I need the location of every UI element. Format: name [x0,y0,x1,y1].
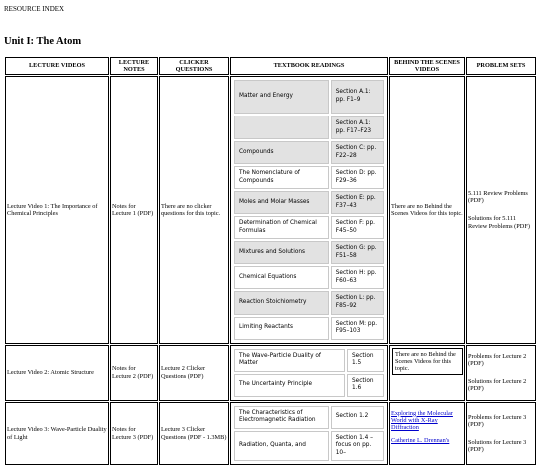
lecture-video-cell [5,402,109,466]
problem-set-link[interactable]: 5.111 Review Problems (PDF) [468,189,528,205]
lecture-notes-cell [110,345,158,401]
reading-title: Determination of Chemical Formulas [234,216,329,239]
clicker-cell [159,345,229,401]
reading-title: Matter and Energy [234,80,329,114]
solution-link[interactable]: Solutions for 5.111 Review Problems (PDF) [468,215,530,230]
clicker-cell [159,76,229,344]
header-clicker-questions: CLICKER QUESTIONS [159,57,229,75]
reading-row [234,374,384,397]
table-row [5,402,536,466]
bts-cell [389,402,465,466]
lecture-video-cell [5,76,109,344]
lecture-notes-link[interactable]: Notes for Lecture 3 (PDF) [112,426,154,441]
reading-section: Section 1.6 [347,374,384,397]
lecture-notes-cell [110,76,158,344]
lecture-video-link[interactable]: Lecture Video 2: Atomic Structure [7,369,94,376]
lecture-video-cell [5,345,109,401]
reading-title: Mixtures and Solutions [234,241,329,264]
unit-title: Unit I: The Atom [4,36,82,47]
reading-row [234,166,384,189]
reading-row [234,191,384,214]
reading-row [234,431,384,462]
reading-section: Section 1.4 – focus on pp. 10– [331,431,384,462]
reading-title: Reaction Stoichiometry [234,291,329,314]
bts-text: There are no Behind the Scenes Videos for this topic. [391,202,463,217]
reading-section: Section M: pp. F95–103 [331,317,384,340]
readings-table [232,347,386,399]
reading-section: Section 1.5 [347,349,384,372]
lecture-notes-cell [110,402,158,466]
readings-cell [230,345,388,401]
clicker-link[interactable]: Lecture 3 Clicker Questions (PDF - 1.3MB) [161,426,227,441]
reading-row [234,216,384,239]
bts-link[interactable]: Catherine L. Drennan's [391,437,450,445]
readings-table [232,404,386,464]
bts-link[interactable]: Exploring the Molecular World with X-Ray Diffraction [391,409,453,432]
reading-title: The Nomenclature of Compounds [234,166,329,189]
problem-sets-cell [466,345,536,401]
problem-sets-cell [466,402,536,466]
reading-title: Chemical Equations [234,266,329,289]
reading-row [234,406,384,429]
solution-link[interactable]: Solutions for Lecture 2 (PDF) [468,378,527,393]
header-row [5,57,536,75]
bts-cell [389,345,465,401]
reading-row [234,291,384,314]
readings-cell [230,76,388,344]
problem-set-link[interactable]: Problems for Lecture 3 (PDF) [468,413,527,428]
reading-row [234,349,384,372]
lecture-video-link[interactable]: Lecture Video 1: The Importance of Chemical Principles [7,202,98,217]
header-lecture-notes: LECTURE NOTES [110,57,158,75]
reading-row [234,241,384,264]
readings-table [232,78,386,342]
reading-section: Section L: pp. F85–92 [331,291,384,314]
reading-section: Section A.1: pp. F1–9 [331,80,384,114]
reading-section: Section D: pp. F29–36 [331,166,384,189]
reading-title: The Uncertainty Principle [234,374,345,397]
readings-cell [230,402,388,466]
lecture-notes-link[interactable]: Notes for Lecture 1 (PDF) [112,202,154,217]
clicker-text: There are no clicker questions for this topic. [161,202,221,217]
reading-row [234,266,384,289]
problem-sets-cell [466,76,536,344]
header-behind-the-scenes: BEHIND THE SCENES VIDEOS [389,57,465,75]
breadcrumb: RESOURCE INDEX [4,5,65,13]
table-row [5,345,536,401]
reading-title: Moles and Molar Masses [234,191,329,214]
reading-section: Section H: pp. F60–63 [331,266,384,289]
reading-section: Section G: pp. F51–58 [331,241,384,264]
header-lecture-videos: LECTURE VIDEOS [5,57,109,75]
reading-title: The Wave-Particle Duality of Matter [234,349,345,372]
header-textbook-readings: TEXTBOOK READINGS [230,57,388,75]
clicker-link[interactable]: Lecture 2 Clicker Questions (PDF) [161,365,206,380]
reading-section: Section F: pp. F45–50 [331,216,384,239]
lecture-video-link[interactable]: Lecture Video 3: Wave-Particle Duality of Light [7,426,107,441]
clicker-cell [159,402,229,466]
reading-section: Section E: pp. F37–43 [331,191,384,214]
table-row [5,76,536,344]
reading-row [234,80,384,114]
header-problem-sets: PROBLEM SETS [466,57,536,75]
reading-section: Section C: pp. F22–28 [331,141,384,164]
bts-cell [389,76,465,344]
bts-text: There are no Behind the Scenes Videos for this topic. [392,348,463,376]
lecture-notes-link[interactable]: Notes for Lecture 2 (PDF) [112,365,154,380]
reading-row [234,141,384,164]
reading-section: Section 1.2 [331,406,384,429]
reading-row [234,116,384,139]
reading-title: Radiation, Quanta, and [234,431,329,462]
reading-row [234,317,384,340]
reading-section: Section A.1: pp. F17–F23 [331,116,384,139]
solution-link[interactable]: Solutions for Lecture 3 (PDF) [468,439,527,454]
reading-title: The Characteristics of Electromagnetic Radiation [234,406,329,429]
reading-title [234,116,329,139]
reading-title: Compounds [234,141,329,164]
reading-title: Limiting Reactants [234,317,329,340]
problem-set-link[interactable]: Problems for Lecture 2 (PDF) [468,352,527,367]
